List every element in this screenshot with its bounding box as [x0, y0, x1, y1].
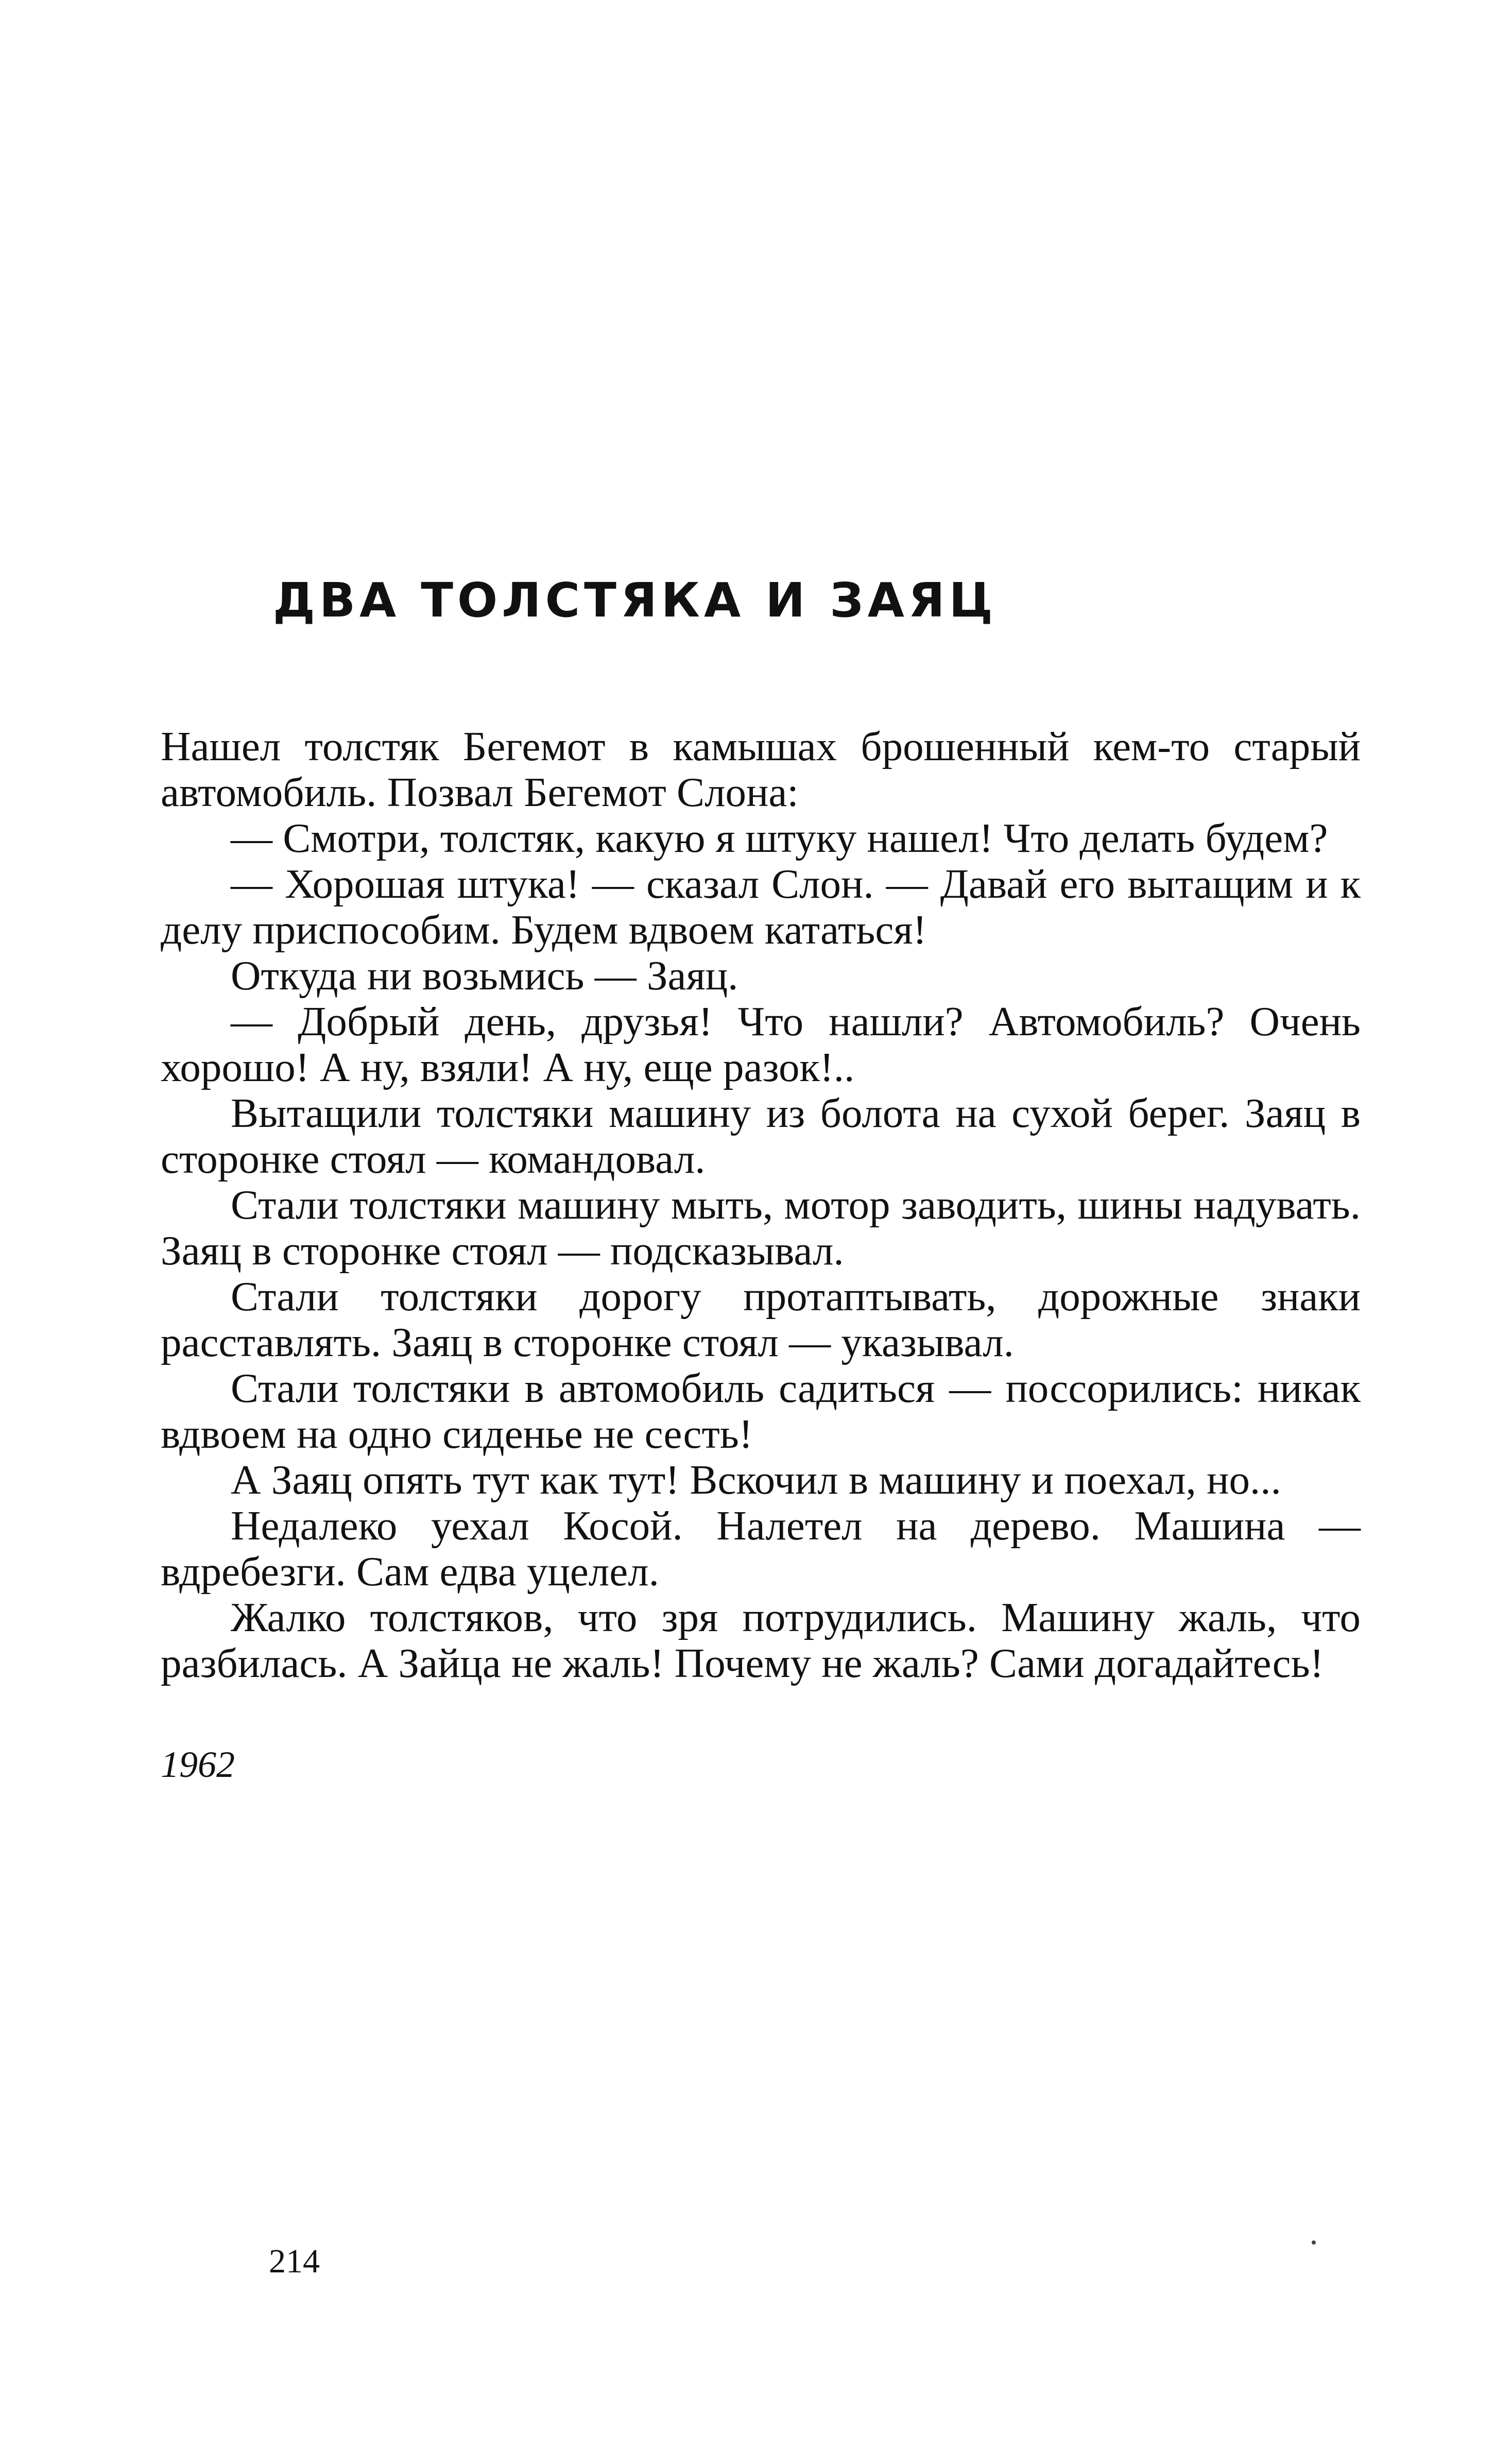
paragraph: — Добрый день, друзья! Что нашли? Автомобиль? Очень хорошо! А ну, взяли! А ну, еще разок!..	[161, 998, 1361, 1090]
paragraph: А Заяц опять тут как тут! Вскочил в машину и поехал, но...	[231, 1457, 1281, 1503]
paragraph: Недалеко уехал Косой. Налетел на дерево. Машина — вдребезги. Сам едва уцелел.	[161, 1502, 1361, 1595]
paragraph: Жалко толстяков, что зря потрудились. Машину жаль, что разбилась. А Зайца не жаль! Почему не жаль? Сами догадайтесь!	[161, 1594, 1361, 1686]
paragraph: — Смотри, толстяк, какую я штуку нашел! Что делать будем?	[231, 815, 1328, 861]
page-number: 214	[269, 2242, 320, 2280]
story-title: ДВА ТОЛСТЯКА И ЗАЯЦ	[273, 573, 997, 628]
paragraph: Стали толстяки дорогу протаптывать, дорожные знаки расставлять. Заяц в сторонке стоял — указывал.	[161, 1273, 1361, 1365]
paragraph: Нашел толстяк Бегемот в камышах брошенный кем-то старый автомобиль. Позвал Бегемот Слона:	[161, 723, 1361, 815]
print-speck	[1312, 2240, 1316, 2245]
paragraph: Стали толстяки в автомобиль садиться — поссорились: никак вдвоем на одно сиденье не сесть!	[161, 1365, 1361, 1457]
story-text	[161, 724, 1361, 1686]
paragraph: Стали толстяки машину мыть, мотор заводить, шины надувать. Заяц в сторонке стоял — подсказывал.	[161, 1182, 1361, 1274]
year-note: 1962	[161, 1744, 235, 1785]
paragraph: Вытащили толстяки машину из болота на сухой берег. Заяц в сторонке стоял — командовал.	[161, 1090, 1361, 1182]
paragraph: Откуда ни возьмись — Заяц.	[231, 952, 738, 999]
paragraph: — Хорошая штука! — сказал Слон. — Давай его вытащим и к делу приспособим. Будем вдвоем кататься!	[161, 861, 1361, 953]
